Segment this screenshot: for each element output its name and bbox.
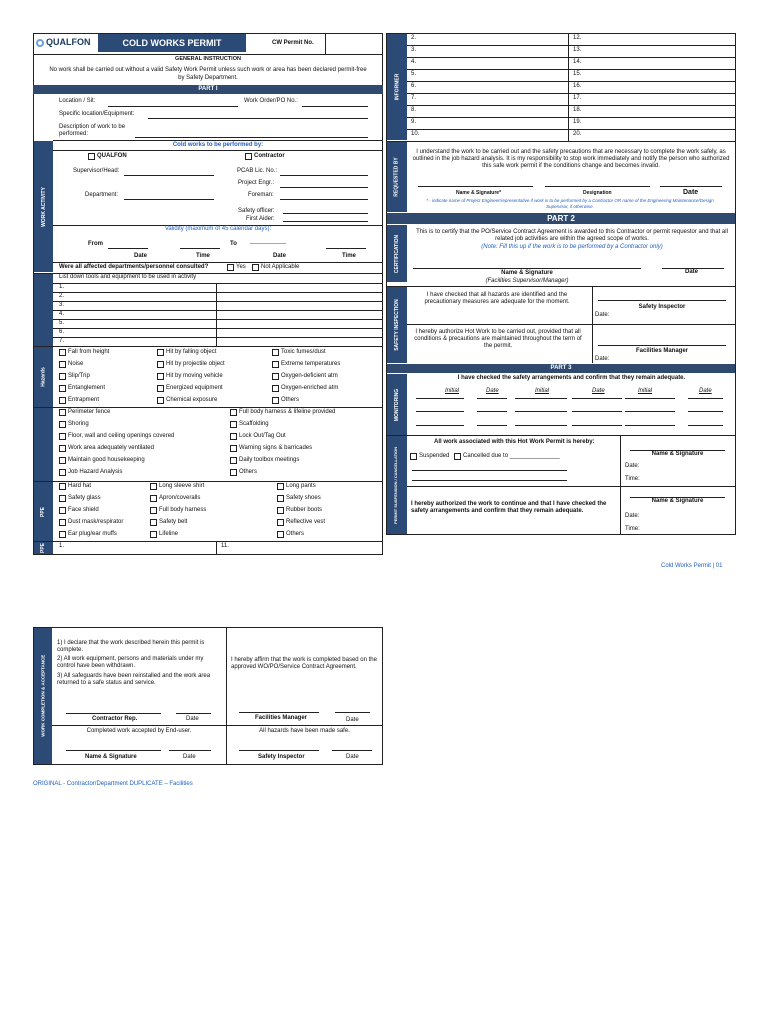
precaution-option[interactable]: Maintain good housekeeping xyxy=(59,457,145,464)
si-caption: Safety Inspector xyxy=(258,754,305,760)
all-work-text: All work associated with this Hot Work Permit is hereby: xyxy=(434,439,595,445)
tool-row-line xyxy=(53,337,383,338)
suspended-option[interactable]: Suspended xyxy=(410,453,449,460)
qualfon-option[interactable]: QUALFON xyxy=(88,153,127,160)
checkbox[interactable] xyxy=(150,531,157,538)
checkbox[interactable] xyxy=(59,531,66,538)
ppe-option[interactable]: Safety glass xyxy=(59,495,101,502)
to-date-caption: Date xyxy=(273,253,287,259)
informer-row-label: 10. xyxy=(411,131,420,137)
checkbox[interactable] xyxy=(272,373,279,380)
checkbox[interactable] xyxy=(245,153,252,160)
checkbox[interactable] xyxy=(59,495,66,502)
monitoring-line[interactable] xyxy=(515,411,567,412)
tool-row-line xyxy=(53,319,383,320)
fm-line[interactable] xyxy=(239,712,319,713)
request-date-caption: Date xyxy=(683,189,699,196)
informer-row-label: 4. xyxy=(411,59,417,65)
informer-label: INFORMER xyxy=(387,34,407,140)
cancelled-option[interactable]: Cancelled due to _______________ xyxy=(454,453,560,460)
resume-name-caption: Name & Signature xyxy=(651,498,704,504)
enduser-line[interactable] xyxy=(66,750,161,751)
si-date-caption: Date xyxy=(346,754,359,760)
informer-row-label: 19. xyxy=(573,119,582,125)
tool-row-line xyxy=(53,292,383,293)
ppe-option[interactable]: Dust mask/respirator xyxy=(59,519,123,526)
monitoring-header: Date xyxy=(486,388,499,394)
informer-row-line xyxy=(407,57,736,58)
consulted-yes[interactable]: Yes xyxy=(227,264,246,271)
checkbox[interactable] xyxy=(59,385,66,392)
hazard-option[interactable]: Entanglement xyxy=(59,385,105,392)
part2-bar: PART 2 xyxy=(387,213,735,224)
cert-signature-line[interactable] xyxy=(413,268,641,269)
cert-text: This is to certify that the PO/Service Contract Agreement is awarded to this Contractor or permit requestor and that all related job activities are within the agreed scope of works. xyxy=(416,229,728,243)
department-field[interactable] xyxy=(124,199,214,200)
location-field[interactable] xyxy=(108,106,238,107)
informer-row-label: 14. xyxy=(573,59,582,65)
supervisor-label: Supervisor/Head: xyxy=(73,168,120,174)
informer-row-label: 16. xyxy=(573,83,582,89)
si-signature-line[interactable] xyxy=(598,300,726,301)
cert-note: (Note: Fill this up if the work is to be performed by a Contractor only) xyxy=(481,244,663,250)
consulted-question: Were all affected departments/personnel consulted? xyxy=(59,264,209,270)
consulted-na[interactable]: Not Applicable xyxy=(252,264,299,271)
checkbox[interactable] xyxy=(252,264,259,271)
part3-bar: PART 3 xyxy=(387,364,735,373)
informer-row-label: 20. xyxy=(573,131,582,137)
ppe-bottom-label: PPE xyxy=(34,542,53,554)
contractor-date-line[interactable] xyxy=(176,713,211,714)
precaution-option[interactable]: Shoring xyxy=(59,421,89,428)
project-engr-field[interactable] xyxy=(280,187,368,188)
from-date-caption: Date xyxy=(134,253,148,259)
declaration-1: 1) I declare that the work described herein this permit is complete. xyxy=(57,640,205,654)
declaration-2: 2) All work equipment, persons and materials under my control have been withdrawn. xyxy=(57,656,204,670)
checkbox[interactable] xyxy=(277,483,284,490)
completion-label: WORK COMPLETION & ACCEPTANCE xyxy=(34,628,52,764)
ppe-option[interactable]: Apron/coveralls xyxy=(150,495,200,502)
work-order-label: Work Order/PO No.: xyxy=(244,98,298,104)
ppe-option[interactable]: Lifeline xyxy=(150,531,178,538)
precaution-option[interactable]: Floor, wall and ceiling openings covered xyxy=(59,433,174,440)
foreman-field[interactable] xyxy=(280,199,368,200)
enduser-date-line[interactable] xyxy=(169,750,211,751)
safety-inspection-label: SAFETY INSPECTION xyxy=(387,287,407,363)
hazard-option[interactable]: Slip/Trip xyxy=(59,373,90,380)
informer-row-line xyxy=(407,117,736,118)
informer-row-label: 8. xyxy=(411,107,417,113)
logo: QUALFON xyxy=(36,37,91,48)
ppe-option[interactable]: Full body harness xyxy=(150,507,206,514)
safety-officer-field[interactable] xyxy=(283,213,368,214)
monitoring-line[interactable] xyxy=(416,398,464,399)
request-date-line[interactable] xyxy=(660,186,722,187)
request-designation-line[interactable] xyxy=(545,186,650,187)
ppe-option[interactable]: Reflective vest xyxy=(277,519,325,526)
informer-row-label: 3. xyxy=(411,47,417,53)
from-time-caption: Time xyxy=(196,253,210,259)
monitoring-line[interactable] xyxy=(416,425,464,426)
monitoring-line[interactable] xyxy=(625,398,675,399)
resume-time: Time: xyxy=(625,526,640,532)
informer-row-label: 9. xyxy=(411,119,417,125)
hazard-option[interactable]: Hit by moving vehicle xyxy=(157,373,223,380)
enduser-date-caption: Date xyxy=(183,754,196,760)
tool-row-label: 3. xyxy=(59,302,65,308)
monitoring-header: Initial xyxy=(535,388,550,394)
first-aider-field[interactable] xyxy=(283,221,368,222)
checkbox[interactable] xyxy=(230,421,237,428)
ppe-option[interactable]: Hard hat xyxy=(59,483,91,490)
row-11: 11. xyxy=(221,543,229,549)
accepted-text: Completed work accepted by End-user. xyxy=(86,728,192,734)
checkbox[interactable] xyxy=(277,519,284,526)
checkbox[interactable] xyxy=(59,349,66,356)
specific-label: Specific location/Equipment: xyxy=(59,111,135,117)
request-name-caption: Name & Signature* xyxy=(456,190,502,196)
ppe-label: PPE xyxy=(34,482,53,541)
monitoring-line[interactable] xyxy=(416,411,464,412)
facilities-manager-caption: Facilities Manager xyxy=(635,348,689,354)
checkbox[interactable] xyxy=(59,519,66,526)
checkbox[interactable] xyxy=(59,409,66,416)
general-line2: by Safety Department. xyxy=(178,75,238,81)
fm-date-caption: Date xyxy=(346,717,359,723)
specific-field[interactable] xyxy=(148,118,368,119)
checkbox[interactable] xyxy=(157,385,164,392)
hazards-label: Hazards xyxy=(34,347,53,407)
checkbox[interactable] xyxy=(59,507,66,514)
precautions-label xyxy=(34,408,53,481)
cert-date-caption: Date xyxy=(685,269,699,275)
monitoring-line[interactable] xyxy=(515,425,567,426)
permit-no-field[interactable] xyxy=(326,34,382,53)
monitoring-line[interactable] xyxy=(625,411,675,412)
from-time-field[interactable] xyxy=(180,248,220,249)
monitoring-line[interactable] xyxy=(477,411,507,412)
tool-row-label: 7. xyxy=(59,338,65,344)
precaution-option[interactable]: Others xyxy=(230,469,257,476)
request-text: I understand the work to be carried out and the safety precautions that are necessary to complete the work safely, as outlined in the job hazard analysis. It is my responsibility to stop work immediately and notify the person who authorized this safe work permit if the conditions change and becomes invalid. xyxy=(412,149,730,170)
tool-row-label: 2. xyxy=(59,293,65,299)
description-label-1: Description of work to be xyxy=(59,124,126,130)
informer-row-line xyxy=(407,129,736,130)
checkbox[interactable] xyxy=(88,153,95,160)
monitoring-header: Date xyxy=(592,388,605,394)
checkbox[interactable] xyxy=(157,373,164,380)
precaution-option[interactable]: Lock Out/Tag Out xyxy=(230,433,286,440)
informer-row-label: 2. xyxy=(411,35,417,41)
validity-label: Validity (maximum of 45 calendar days): xyxy=(164,226,272,232)
precaution-option[interactable]: Warning signs & barricades xyxy=(230,445,312,452)
resume-date: Date: xyxy=(625,513,640,519)
checkbox[interactable] xyxy=(272,385,279,392)
to-time-field[interactable] xyxy=(326,248,366,249)
copies-note: ORIGINAL - Contractor/Department DUPLICATE – Facilities xyxy=(33,781,193,787)
hazard-option[interactable]: Oxygen-deficient atm xyxy=(272,373,338,380)
cancel-reason-line-2[interactable] xyxy=(412,480,567,481)
foreman-label: Foreman: xyxy=(248,192,274,198)
ppe-option[interactable]: Long pants xyxy=(277,483,316,490)
logo-icon xyxy=(36,39,44,47)
description-field[interactable] xyxy=(135,137,368,138)
form-title: COLD WORKS PERMIT xyxy=(98,34,246,52)
checkbox[interactable] xyxy=(272,349,279,356)
hazard-option[interactable]: Hit by projectile object xyxy=(157,361,225,368)
checkbox[interactable] xyxy=(272,361,279,368)
declaration-3: 3) All safeguards have been reinstalled and the work area returned to a safe status and service. xyxy=(57,673,211,687)
informer-row-label: 6. xyxy=(411,83,417,89)
general-line1: No work shall be carried out without a valid Safety Work Permit unless such work or area has been declared permit-free xyxy=(49,67,367,73)
informer-row-label: 7. xyxy=(411,95,417,101)
checkbox[interactable] xyxy=(59,361,66,368)
ppe-option[interactable]: Face shield xyxy=(59,507,99,514)
row-1: 1. xyxy=(59,543,65,549)
to-time-caption: Time xyxy=(342,253,356,259)
cert-fsm-caption: (Facilities Supervisor/Manager) xyxy=(485,278,569,284)
informer-row-line xyxy=(407,105,736,106)
tools-heading: List down tools and equipment to be used in activity xyxy=(59,274,197,280)
contractor-date-caption: Date xyxy=(186,716,199,722)
ppe-option[interactable]: Rubber boots xyxy=(277,507,322,514)
informer-row-label: 5. xyxy=(411,71,417,77)
hazard-option[interactable]: Oxygen-enriched atm xyxy=(272,385,338,392)
tool-row-label: 1. xyxy=(59,284,65,290)
request-name-line[interactable] xyxy=(418,186,533,187)
checkbox[interactable] xyxy=(150,519,157,526)
checkbox[interactable] xyxy=(59,469,66,476)
checkbox[interactable] xyxy=(150,507,157,514)
tool-row-line xyxy=(53,310,383,311)
si-text: I have checked that all hazards are identified and the precautionary measures are adequate for the moment. xyxy=(424,292,570,306)
request-designation-caption: Designation xyxy=(583,190,612,196)
informer-row-label: 17. xyxy=(573,95,582,101)
checkbox[interactable] xyxy=(157,361,164,368)
informer-row-label: 15. xyxy=(573,71,582,77)
from-label: From xyxy=(88,241,103,247)
hazard-option[interactable]: Chemical exposure xyxy=(157,397,217,404)
project-engr-label: Project Engr.: xyxy=(238,180,275,186)
to-label: To xyxy=(230,241,237,247)
description-label-2: performed: xyxy=(59,131,89,137)
certification-label: CERTIFICATION xyxy=(387,225,407,282)
checkbox[interactable] xyxy=(230,469,237,476)
precaution-option[interactable]: Work area adequately ventilated xyxy=(59,445,154,452)
checkbox[interactable] xyxy=(150,483,157,490)
checkbox[interactable] xyxy=(59,433,66,440)
ppe-option[interactable]: Safety shoes xyxy=(277,495,321,502)
to-dashes: ------------------ xyxy=(250,241,286,247)
monitoring-line[interactable] xyxy=(572,411,622,412)
suspension-label: PERMIT SUSPENSION / CANCELLATION xyxy=(387,436,407,534)
checkbox[interactable] xyxy=(59,445,66,452)
monitoring-line[interactable] xyxy=(625,425,675,426)
ppe-option[interactable]: Long sleeve shirt xyxy=(150,483,204,490)
resume-text: I hereby authorized the work to continue and that I have checked the safety arrangements and confirm that they remain adequate. xyxy=(411,501,607,515)
safe-text: All hazards have been made safe. xyxy=(259,728,350,734)
monitoring-line[interactable] xyxy=(688,411,723,412)
checkbox[interactable] xyxy=(277,507,284,514)
fm-date-label: Date: xyxy=(595,356,610,362)
checkbox[interactable] xyxy=(150,495,157,502)
precaution-option[interactable]: Daily toolbox meetings xyxy=(230,457,299,464)
enduser-caption: Name & Signature xyxy=(85,754,137,760)
monitoring-line[interactable] xyxy=(477,425,507,426)
contractor-option[interactable]: Contractor xyxy=(245,153,285,160)
affirm-text: I hereby affirm that the work is completed based on the approved WO/PO/Service Contract Agreement. xyxy=(231,657,377,671)
page-footer: Cold Works Permit | 01 xyxy=(661,563,723,569)
checkbox[interactable] xyxy=(272,397,279,404)
checkbox[interactable] xyxy=(277,495,284,502)
si-date-line[interactable] xyxy=(332,750,372,751)
checkbox[interactable] xyxy=(454,453,461,460)
checkbox[interactable] xyxy=(230,457,237,464)
fm-date-line[interactable] xyxy=(335,712,370,713)
informer-row-line xyxy=(407,93,736,94)
checkbox[interactable] xyxy=(59,373,66,380)
general-heading: GENERAL INSTRUCTION xyxy=(175,56,241,62)
precaution-option[interactable]: Full body harness & lifeline provided xyxy=(230,409,335,416)
ppe-option[interactable]: Ear plug/ear muffs xyxy=(59,531,117,538)
precaution-option[interactable]: Job Hazard Analysis xyxy=(59,469,122,476)
precaution-option[interactable]: Scaffolding xyxy=(230,421,269,428)
checkbox[interactable] xyxy=(59,457,66,464)
ppe-option[interactable]: Others xyxy=(277,531,304,538)
pcab-label: PCAB Lic. No.: xyxy=(237,168,278,174)
checkbox[interactable] xyxy=(410,453,417,460)
hazard-option[interactable]: Energized equipment xyxy=(157,385,223,392)
suspend-time: Time: xyxy=(625,476,640,482)
suspend-date: Date: xyxy=(625,463,640,469)
checkbox[interactable] xyxy=(230,433,237,440)
fm-signature-line[interactable] xyxy=(598,345,726,346)
tool-row-label: 6. xyxy=(59,329,65,335)
ppe-option[interactable]: Safety belt xyxy=(150,519,187,526)
checkbox[interactable] xyxy=(59,421,66,428)
part3-checked: I have checked the safety arrangements and confirm that they remain adequate. xyxy=(457,375,686,381)
monitoring-header: Initial xyxy=(638,388,653,394)
informer-row-line xyxy=(407,45,736,46)
checkbox[interactable] xyxy=(157,349,164,356)
checkbox[interactable] xyxy=(59,483,66,490)
hazard-option[interactable]: Extreme temperatures xyxy=(272,361,340,368)
cert-name-caption: Name & Signature xyxy=(501,270,553,276)
work-order-field[interactable] xyxy=(302,106,368,107)
tools-label xyxy=(34,274,53,346)
informer-row-label: 13. xyxy=(573,47,582,53)
request-note: * - indicate name of Project Engineer/representative if work is to be performed by a Contractor OR name of the Engineering Maintenance/Design Supervisor, if otherwise. xyxy=(426,198,714,209)
checkbox[interactable] xyxy=(230,409,237,416)
hazard-option[interactable]: Toxic fumes/dust xyxy=(272,349,326,356)
informer-row-line xyxy=(407,81,736,82)
location-label: Location / Sit: xyxy=(59,98,96,104)
informer-row-label: 18. xyxy=(573,107,582,113)
tool-row-label: 5. xyxy=(59,320,65,326)
monitoring-header: Date xyxy=(699,388,712,394)
tool-row-line xyxy=(53,301,383,302)
hazard-option[interactable]: Noise xyxy=(59,361,83,368)
si-date-label: Date: xyxy=(595,312,610,318)
monitoring-header: Initial xyxy=(445,388,460,394)
first-aider-label: First Aider: xyxy=(246,216,275,222)
checkbox[interactable] xyxy=(227,264,234,271)
permit-no-label: CW Permit No. xyxy=(272,40,314,46)
contractor-rep-caption: Contractor Rep. xyxy=(92,716,138,722)
requested-by-label: REQUESTED BY xyxy=(387,142,407,212)
suspend-name-caption: Name & Signature xyxy=(651,451,704,457)
monitoring-line[interactable] xyxy=(515,398,567,399)
monitoring-line[interactable] xyxy=(572,425,622,426)
pcab-field[interactable] xyxy=(280,175,368,176)
informer-row-line xyxy=(407,69,736,70)
si-line[interactable] xyxy=(239,750,319,751)
from-date-field[interactable] xyxy=(108,248,148,249)
auth-text: I hereby authorize Hot Work to be carried out, provided that all conditions & precautions are maintained throughout the term of the permit. xyxy=(414,329,582,350)
informer-row-label: 12. xyxy=(573,35,582,41)
monitoring-line[interactable] xyxy=(688,398,723,399)
hazard-option[interactable]: Entrapment xyxy=(59,397,99,404)
monitoring-line[interactable] xyxy=(572,398,622,399)
department-label: Department: xyxy=(85,192,119,198)
monitoring-line[interactable] xyxy=(688,425,723,426)
checkbox[interactable] xyxy=(157,397,164,404)
hazard-option[interactable]: Others xyxy=(272,397,299,404)
monitoring-line[interactable] xyxy=(477,398,507,399)
part1-bar: PART I xyxy=(33,85,383,94)
fm-caption: Facilities Manager xyxy=(255,715,308,721)
cancel-reason-line-1[interactable] xyxy=(412,470,567,471)
checkbox[interactable] xyxy=(277,531,284,538)
hazard-option[interactable]: Fall from height xyxy=(59,349,109,356)
checkbox[interactable] xyxy=(230,445,237,452)
tool-row-label: 4. xyxy=(59,311,65,317)
safety-officer-label: Safety officer: xyxy=(238,208,275,214)
supervisor-field[interactable] xyxy=(124,175,214,176)
monitoring-label: MONITORING xyxy=(387,374,407,435)
performed-by: Cold works to be performed by: xyxy=(172,142,264,148)
hazard-option[interactable]: Hit by falling object xyxy=(157,349,216,356)
contractor-rep-line[interactable] xyxy=(66,713,161,714)
safety-inspector-caption: Safety Inspector xyxy=(638,304,686,310)
tool-row-line xyxy=(53,328,383,329)
work-activity-label: WORK ACTIVITY xyxy=(34,141,53,272)
precaution-option[interactable]: Perimeter fence xyxy=(59,409,110,416)
checkbox[interactable] xyxy=(59,397,66,404)
